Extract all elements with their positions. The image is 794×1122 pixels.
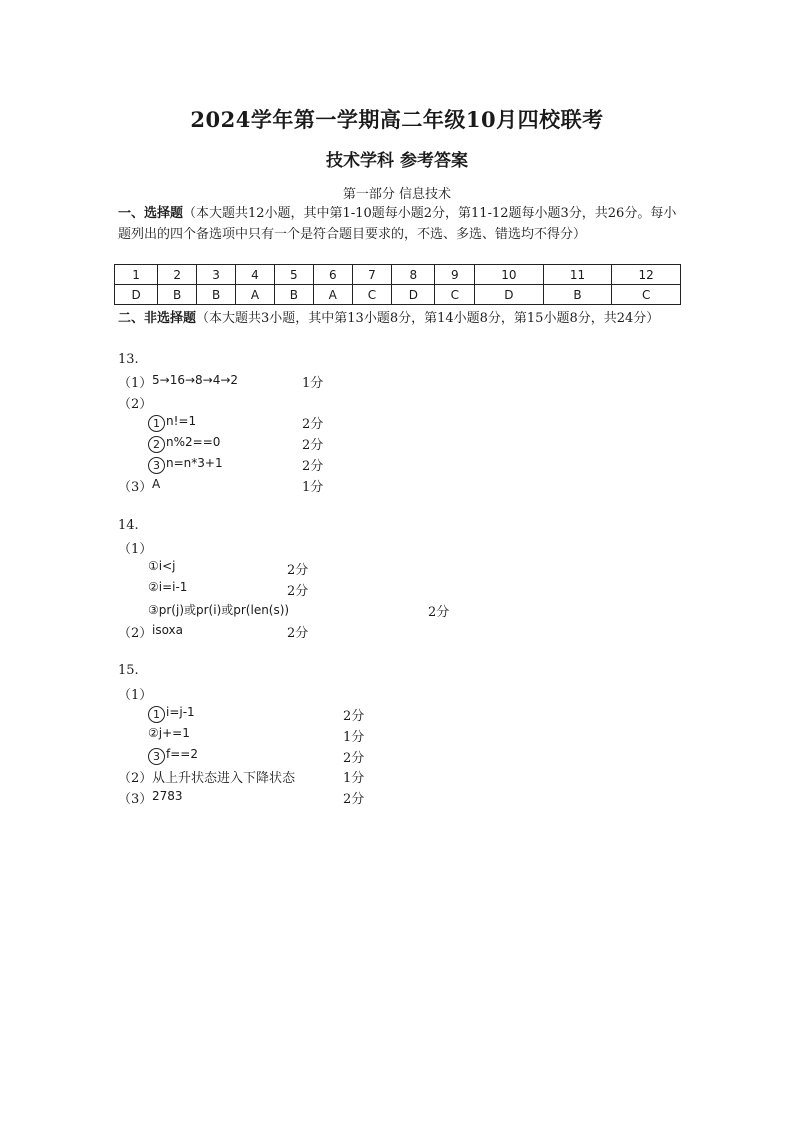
- q15-blank3-answer: f==2: [166, 747, 198, 761]
- question-number: 9: [435, 265, 475, 285]
- answer-cell: C: [612, 285, 681, 305]
- q15-part2-answer: 从上升状态进入下降状态: [152, 771, 296, 786]
- answer-cell: D: [115, 285, 158, 305]
- question-number: 6: [313, 265, 352, 285]
- question-number: 10: [475, 265, 544, 285]
- answer-table-number-row: [115, 265, 681, 285]
- question-number: 7: [352, 265, 392, 285]
- q15-blank3-score: 2分: [343, 751, 365, 766]
- answer-table: [114, 264, 681, 305]
- q13-part2-label: （2）: [118, 397, 153, 412]
- circled-number-marker: 3: [148, 748, 165, 765]
- q13-part1-answer: 5→16→8→4→2: [152, 373, 239, 387]
- section2-intro: [118, 308, 688, 329]
- question-number: 4: [236, 265, 275, 285]
- question-number: 2: [158, 265, 197, 285]
- answer-cell: D: [392, 285, 435, 305]
- answer-cell: B: [197, 285, 236, 305]
- q15-blank1-score: 2分: [343, 709, 365, 724]
- q13-blank3: [148, 456, 223, 474]
- question-number: 5: [274, 265, 313, 285]
- question-number: 8: [392, 265, 435, 285]
- q13-blank2-score: 2分: [302, 438, 324, 453]
- q15-blank2-score: 1分: [343, 730, 365, 745]
- circled-number-marker: 3: [148, 457, 165, 474]
- question-number: 11: [543, 265, 612, 285]
- question-number: 3: [197, 265, 236, 285]
- q13-blank1: [148, 414, 196, 432]
- q14-blank3-score: 2分: [428, 605, 450, 620]
- answer-cell: B: [158, 285, 197, 305]
- q13-blank2-answer: n%2==0: [166, 435, 221, 449]
- q14-blank3-answer: ③pr(j)或pr(i)或pr(len(s)): [148, 603, 290, 617]
- q14-blank2-score: 2分: [287, 584, 309, 599]
- q15-number: 15.: [118, 663, 139, 678]
- q13-part3-score: 1分: [302, 480, 324, 495]
- q15-part3-label: （3）: [118, 792, 153, 807]
- page-subtitle: 技术学科 参考答案: [326, 151, 468, 171]
- answer-cell: A: [236, 285, 275, 305]
- answer-cell: D: [475, 285, 544, 305]
- part-heading: 第一部分 信息技术: [342, 187, 452, 202]
- answer-cell: C: [352, 285, 392, 305]
- q13-blank1-score: 2分: [302, 417, 324, 432]
- answer-cell: A: [313, 285, 352, 305]
- q13-blank2: [148, 435, 220, 453]
- q14-blank1-answer: ①i<j: [148, 559, 176, 573]
- section1-heading: 一、选择题: [118, 206, 184, 221]
- section2-heading: 二、非选择题: [118, 311, 197, 326]
- q13-part1-score: 1分: [302, 376, 324, 391]
- q14-part1-label: （1）: [118, 542, 153, 557]
- q13-blank1-answer: n!=1: [166, 414, 197, 428]
- q13-blank3-score: 2分: [302, 459, 324, 474]
- q14-blank2-answer: ②i=i-1: [148, 580, 188, 594]
- section2-desc: （本大题共3小题，其中第13小题8分，第14小题8分，第15小题8分，共24分）: [196, 311, 660, 326]
- question-number: 1: [115, 265, 158, 285]
- page-title: 2024学年第一学期高二年级10月四校联考: [190, 107, 604, 132]
- q15-blank1: [148, 705, 195, 723]
- circled-number-marker: 1: [148, 706, 165, 723]
- q15-part3-answer: 2783: [152, 789, 183, 803]
- circled-number-marker: 2: [148, 436, 165, 453]
- q15-blank1-answer: i=j-1: [166, 705, 195, 719]
- q13-part3-answer: A: [152, 477, 161, 491]
- section1-desc: （本大题共12小题，其中第1-10题每小题2分，第11-12题每小题3分，共26分。每小题列出的四个备选项中只有一个是符合题目要求的，不选、多选、错选均不得分）: [118, 206, 677, 242]
- q15-blank2-answer: ②j+=1: [148, 726, 190, 740]
- circled-number-marker: 1: [148, 415, 165, 432]
- q13-blank3-answer: n=n*3+1: [166, 456, 223, 470]
- q15-part3-score: 2分: [343, 792, 365, 807]
- q13-number: 13.: [118, 352, 139, 367]
- section1-intro: [118, 203, 688, 245]
- q15-part2-label: （2）: [118, 771, 153, 786]
- q14-number: 14.: [118, 518, 139, 533]
- q15-part2-score: 1分: [343, 771, 365, 786]
- answer-cell: C: [435, 285, 475, 305]
- answer-cell: B: [274, 285, 313, 305]
- q14-part2-label: （2）: [118, 626, 153, 641]
- q14-part2-answer: isoxa: [152, 623, 184, 637]
- q14-blank1-score: 2分: [287, 563, 309, 578]
- q15-blank3: [148, 747, 198, 765]
- answer-cell: B: [543, 285, 612, 305]
- question-number: 12: [612, 265, 681, 285]
- q15-part1-label: （1）: [118, 688, 153, 703]
- q13-part1-label: （1）: [118, 376, 153, 391]
- q13-part3-label: （3）: [118, 480, 153, 495]
- q14-part2-score: 2分: [287, 626, 309, 641]
- answer-table-answer-row: [115, 285, 681, 305]
